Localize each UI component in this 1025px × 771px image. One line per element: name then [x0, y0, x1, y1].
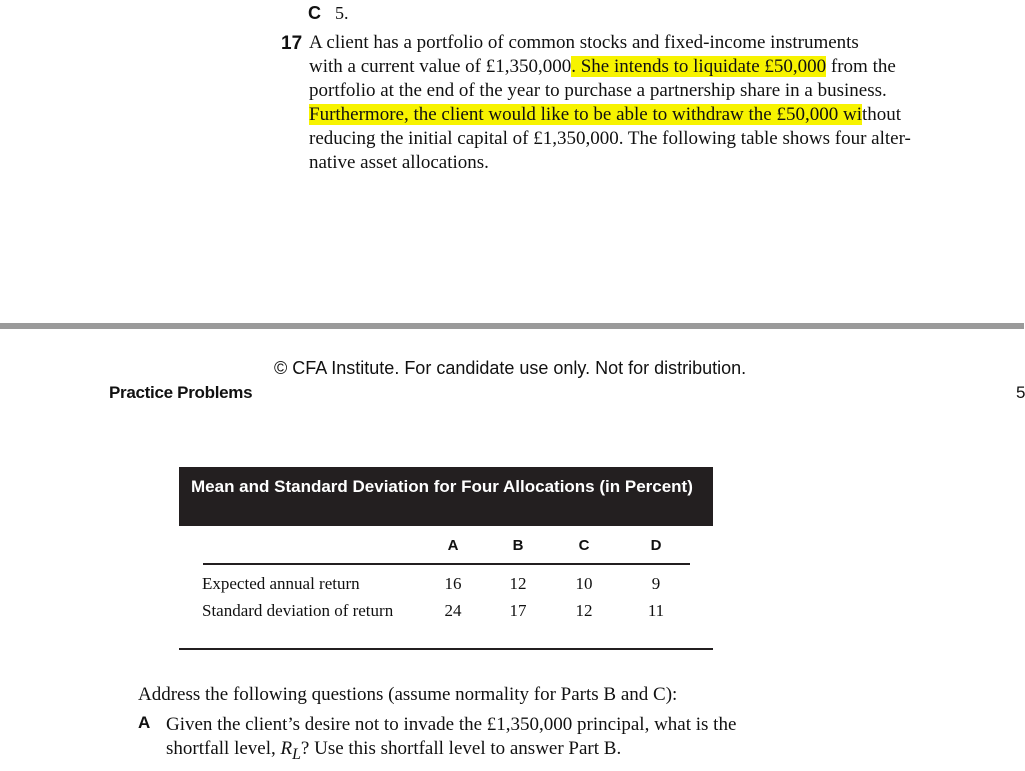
column-header-c: C — [578, 537, 590, 554]
text-run: reducing the initial capital of £1,350,000. The following table shows four alter- — [309, 128, 911, 149]
copyright-notice: © CFA Institute. For candidate use only. Not for distribution. — [274, 358, 747, 378]
problem-number: 17 — [281, 33, 303, 54]
table-cell: 16 — [444, 574, 462, 593]
questions-intro: Address the following questions (assume normality for Parts B and C): — [138, 684, 678, 705]
text-run: A client has a portfolio of common stocks and fixed-income instruments — [309, 32, 859, 53]
problem-line — [309, 79, 949, 103]
column-header-a: A — [447, 537, 459, 554]
table-header-rule — [203, 563, 690, 565]
column-header-d: D — [650, 537, 662, 554]
problem-line — [309, 103, 949, 127]
table-bottom-rule — [179, 648, 713, 650]
problem-line — [309, 31, 949, 55]
highlighted-text: . She intends to liquidate £50,000 — [571, 56, 827, 77]
variable-subscript: L — [292, 745, 301, 763]
table-cell: 12 — [575, 601, 593, 620]
text-run: ? Use this shortfall level to answer Part B. — [300, 738, 622, 759]
text-run: native asset allocations. — [309, 152, 489, 173]
table-row-label: Standard deviation of return — [202, 601, 394, 620]
text-run: from the — [826, 56, 896, 77]
text-run: thout — [862, 104, 902, 125]
question-a-text — [166, 713, 806, 767]
previous-answer-option — [308, 3, 349, 24]
table-title: Mean and Standard Deviation for Four Allocations (in Percent) — [179, 467, 713, 526]
question-a-line: Given the client’s desire not to invade the £1,350,000 principal, what is the — [166, 714, 737, 735]
option-letter: C — [308, 3, 321, 23]
section-heading: Practice Problems — [109, 383, 253, 402]
table-row-label: Expected annual return — [202, 574, 360, 593]
text-run: with a current value of £1,350,000 — [309, 56, 572, 77]
text-run: portfolio at the end of the year to purchase a partnership share in a business. — [309, 80, 887, 101]
page-separator — [0, 323, 1024, 329]
highlighted-text: Furthermore, the client would like to be able to withdraw the £50,000 wi — [309, 104, 862, 125]
table-cell: 10 — [575, 574, 593, 593]
option-text: 5. — [335, 3, 349, 23]
column-header-b: B — [512, 537, 524, 554]
question-a-letter: A — [138, 713, 151, 732]
table-cell: 12 — [509, 574, 527, 593]
question-a-line — [166, 737, 806, 767]
problem-line — [309, 127, 949, 151]
table-cell: 24 — [444, 601, 462, 620]
problem-line — [309, 55, 949, 79]
table-cell: 9 — [651, 574, 661, 593]
problem-statement — [309, 31, 949, 175]
text-run: shortfall level, — [166, 738, 281, 759]
variable-r: R — [280, 738, 293, 759]
problem-line — [309, 151, 949, 175]
table-cell: 17 — [509, 601, 527, 620]
table-cell: 11 — [647, 601, 665, 620]
page-number: 5 — [1016, 383, 1025, 402]
